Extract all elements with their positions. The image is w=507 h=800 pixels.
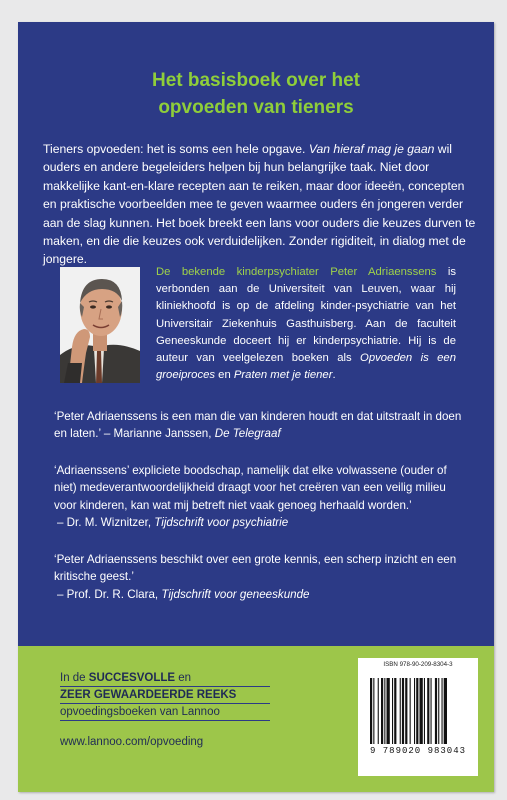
quote-3-attribution: – Prof. Dr. R. Clara, [57,587,162,601]
author-bio [156,264,456,384]
publisher-url: www.lannoo.com/opvoeding [60,736,204,748]
series-divider-1 [60,686,270,687]
isbn-barcode [358,658,478,776]
headline-line-2: opvoeden van tieners [158,97,354,118]
isbn-label: ISBN 978-90-209-8304-3 [383,661,453,668]
author-portrait-image [60,267,140,383]
quote-2-attribution: – Dr. M. Wiznitzer, [57,515,155,529]
series-line-3: opvoedingsboeken van Lannoo [60,706,220,718]
series-line-1-pre: In de [60,672,89,684]
bio-end: . [332,369,336,382]
book-back-cover [18,22,494,792]
quote-2-source: Tijdschrift voor psychiatrie [154,515,289,529]
bio-book-2: Praten met je tiener [233,369,333,382]
quote-2 [54,462,464,531]
series-line-2: ZEER GEWAARDEERDE REEKS [60,689,237,701]
author-photo [60,267,140,383]
series-divider-2 [60,703,270,704]
bio-join: en [215,369,234,382]
series-info [60,670,320,721]
headline-line-1: Het basisboek over het [151,70,361,91]
quote-2-text: ‘Adriaenssens’ expliciete boodschap, namelijk dat elke volwassene (ouder of niet) medeverantwoordelijkheid draagt voor het creëren van een veilig milieu voor kinderen, kan wat mij betreft niet vaak genoeg herhaald worden.’ [54,464,447,512]
quote-1-source: De Telegraaf [214,427,281,441]
quote-1 [54,408,464,443]
intro-text-2: wil ouders en andere begeleiders helpen bij hun belangrijke taak. Niet door makkelijke kant-en-klare recepten aan te reiken, maar door ideeën, concepten en praktische voorbeelden mee te geven waarmee ouders én jongeren verder aan de slag kunnen. Het boek breekt een lans voor ouders die keuzes durven te maken, en die die keuzes ook verduidelijken. Zonder rigiditeit, in dialog met de jongere. [43,142,476,267]
series-line-1-post: en [175,672,192,684]
cover-headline [18,67,494,121]
bio-book-1: Opvoeden is een groeiproces [156,352,456,382]
series-divider-3 [60,720,270,721]
quote-3 [54,551,464,603]
bio-text: is verbonden aan de Universiteit van Leuven, waar hij kliniekhoofd is op de afdeling kinder-psychiatrie van het Universitair Ziekenhuis Gasthuisberg. Aan de faculteit Geneeskunde doceert hij er kinderpsychiatrie. Hij is de auteur van veelgelezen boeken als [156,266,456,365]
barcode-digits: 9 789020 983043 [369,746,466,756]
barcode-bars [370,678,466,744]
quote-3-text: ‘Peter Adriaenssens beschikt over een grote kennis, een scherp inzicht en een kritische geest.’ [54,553,457,584]
intro-paragraph [43,140,481,269]
bio-prefix: De bekende kinderpsychiater [156,266,331,278]
intro-book-title: Van hieraf mag je gaan [308,142,435,156]
quote-3-source: Tijdschrift voor geneeskunde [161,587,310,601]
quote-1-text: ‘Peter Adriaenssens is een man die van kinderen houdt en dat uitstraalt in doen en laten.’ – Marianne Janssen, [54,410,462,441]
series-line-1-bold: SUCCESVOLLE [88,672,176,684]
series-line-1 [60,670,320,687]
intro-text-1: Tieners opvoeden: het is soms een hele opgave. [43,142,309,156]
author-name: Peter Adriaenssens [330,266,437,278]
